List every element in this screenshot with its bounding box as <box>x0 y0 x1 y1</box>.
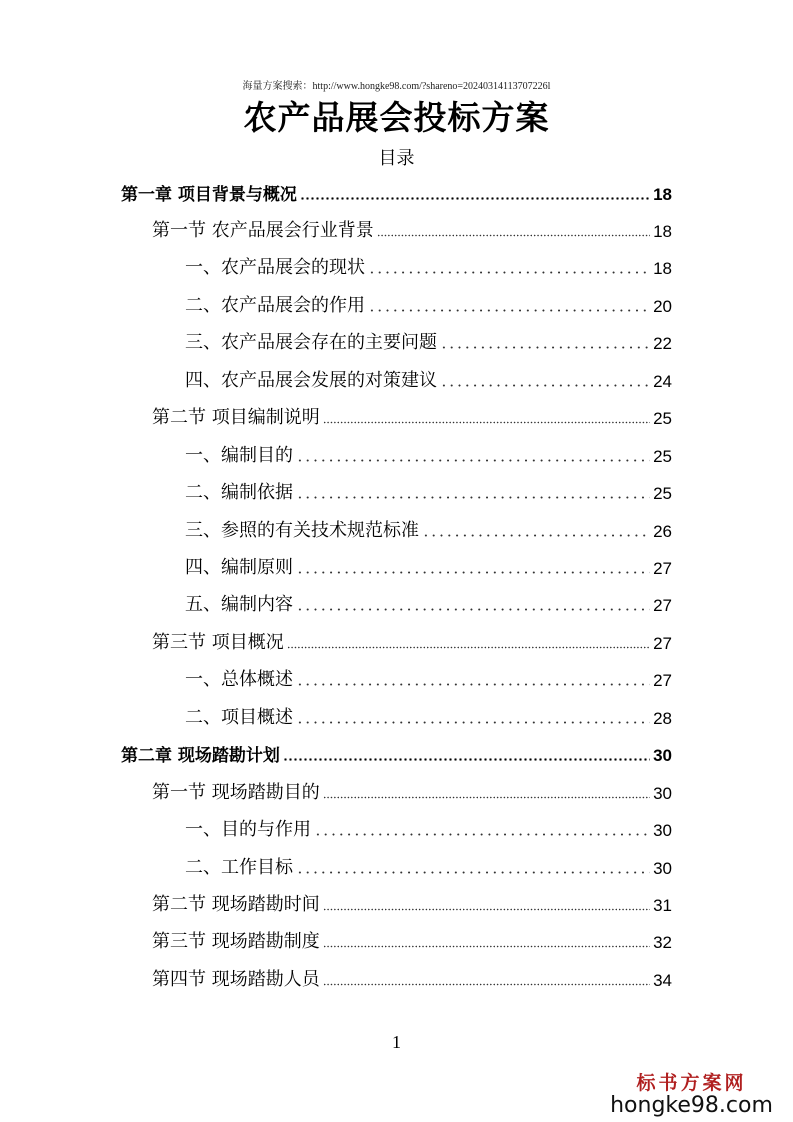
toc-entry-title: 第二节 现场踏勘时间 <box>152 894 320 915</box>
toc-item[interactable] <box>185 815 672 841</box>
toc-page-number: 34 <box>653 971 672 990</box>
toc-item[interactable] <box>185 441 672 467</box>
toc-leader-dots <box>323 908 650 911</box>
toc-page-number: 32 <box>653 933 672 952</box>
document-title: 农产品展会投标方案 <box>243 98 550 137</box>
toc-item[interactable] <box>185 703 672 729</box>
toc-leader-dots <box>323 796 650 799</box>
toc-entry-title: 五、编制内容 <box>185 594 293 615</box>
toc-page-number: 22 <box>653 334 672 353</box>
toc-leader-dots <box>287 646 650 649</box>
toc-page-number: 26 <box>653 522 672 541</box>
toc-entry-title: 第一节 农产品展会行业背景 <box>152 220 374 241</box>
toc-leader-dots <box>440 384 650 387</box>
toc-section-1-1[interactable] <box>152 216 672 242</box>
toc-leader-dots <box>368 271 650 274</box>
toc-leader-dots <box>283 758 650 761</box>
toc-page-number: 27 <box>653 596 672 615</box>
toc-item[interactable] <box>185 516 672 542</box>
toc-page-number: 20 <box>653 297 672 316</box>
toc-page-number: 27 <box>653 671 672 690</box>
toc-entry-title: 第一节 现场踏勘目的 <box>152 782 320 803</box>
toc-entry-title: 第一章 项目背景与概况 <box>121 185 297 205</box>
toc-page-number: 30 <box>653 784 672 803</box>
toc-entry-title: 二、项目概述 <box>185 707 293 728</box>
page-number: 1 <box>392 1032 401 1052</box>
toc-entry-title: 第四节 现场踏勘人员 <box>152 969 320 990</box>
toc-leader-dots <box>323 421 650 424</box>
toc-page-number: 27 <box>653 634 672 653</box>
toc-section-2-4[interactable] <box>152 965 672 991</box>
toc-page-number: 18 <box>653 222 672 241</box>
toc-page-number: 30 <box>653 821 672 840</box>
toc-entry-title: 二、农产品展会的作用 <box>185 295 365 316</box>
toc-page-number: 28 <box>653 709 672 728</box>
toc-leader-dots <box>296 871 650 874</box>
toc-leader-dots <box>323 945 650 948</box>
toc-entry-title: 三、农产品展会存在的主要问题 <box>185 332 437 353</box>
toc-item[interactable] <box>185 328 672 354</box>
toc-item[interactable] <box>185 665 672 691</box>
toc-chapter-1[interactable] <box>121 179 672 205</box>
toc-item[interactable] <box>185 253 672 279</box>
toc-leader-dots <box>296 721 650 724</box>
site-watermark <box>604 1068 779 1118</box>
toc-section-2-3[interactable] <box>152 927 672 953</box>
toc-heading: 目录 <box>378 148 415 169</box>
toc-item[interactable] <box>185 590 672 616</box>
toc-page-number: 25 <box>653 484 672 503</box>
toc-leader-dots <box>323 983 650 986</box>
toc-item[interactable] <box>185 853 672 879</box>
toc-entry-title: 一、总体概述 <box>185 669 293 690</box>
toc-leader-dots <box>314 833 650 836</box>
toc-entry-title: 一、农产品展会的现状 <box>185 257 365 278</box>
toc-page-number: 25 <box>653 409 672 428</box>
toc-page-number: 18 <box>653 259 672 278</box>
toc-page-number: 31 <box>653 896 672 915</box>
toc-page-number: 24 <box>653 372 672 391</box>
toc-item[interactable] <box>185 478 672 504</box>
toc-page-number: 30 <box>653 859 672 878</box>
toc-leader-dots <box>377 234 650 237</box>
toc-entry-title: 第三节 项目概况 <box>152 632 284 653</box>
toc-entry-title: 四、农产品展会发展的对策建议 <box>185 370 437 391</box>
toc-section-1-2[interactable] <box>152 403 672 429</box>
toc-item[interactable] <box>185 366 672 392</box>
watermark-brand-text: 标书方案网 <box>636 1072 747 1094</box>
toc-chapter-2[interactable] <box>121 740 672 766</box>
toc-page-number: 27 <box>653 559 672 578</box>
toc-leader-dots <box>296 571 650 574</box>
toc-entry-title: 第二章 现场踏勘计划 <box>121 746 280 766</box>
toc-leader-dots <box>422 534 650 537</box>
watermark-domain-text: hongke98.com <box>610 1093 773 1118</box>
toc-section-2-2[interactable] <box>152 890 672 916</box>
toc-page-number: 18 <box>653 185 672 204</box>
toc-entry-title: 一、编制目的 <box>185 445 293 466</box>
toc-entry-title: 第三节 现场踏勘制度 <box>152 931 320 952</box>
toc-page-number: 25 <box>653 447 672 466</box>
toc-entry-title: 二、编制依据 <box>185 482 293 503</box>
toc-entry-title: 四、编制原则 <box>185 557 293 578</box>
toc-entry-title: 第二节 项目编制说明 <box>152 407 320 428</box>
toc-entry-title: 二、工作目标 <box>185 857 293 878</box>
toc-leader-dots <box>296 608 650 611</box>
search-note: 海量方案搜索：http://www.hongke98.com/?shareno=20240314113707226l <box>242 81 551 92</box>
toc-leader-dots <box>296 496 650 499</box>
toc-leader-dots <box>440 346 650 349</box>
toc-item[interactable] <box>185 553 672 579</box>
toc-leader-dots <box>296 683 650 686</box>
toc-leader-dots <box>368 309 650 312</box>
toc-entry-title: 三、参照的有关技术规范标准 <box>185 520 419 541</box>
toc-section-1-3[interactable] <box>152 628 672 654</box>
toc-leader-dots <box>296 459 650 462</box>
toc-entry-title: 一、目的与作用 <box>185 819 311 840</box>
toc-section-2-1[interactable] <box>152 778 672 804</box>
toc-leader-dots <box>300 197 650 200</box>
toc-item[interactable] <box>185 291 672 317</box>
toc-page-number: 30 <box>653 746 672 765</box>
